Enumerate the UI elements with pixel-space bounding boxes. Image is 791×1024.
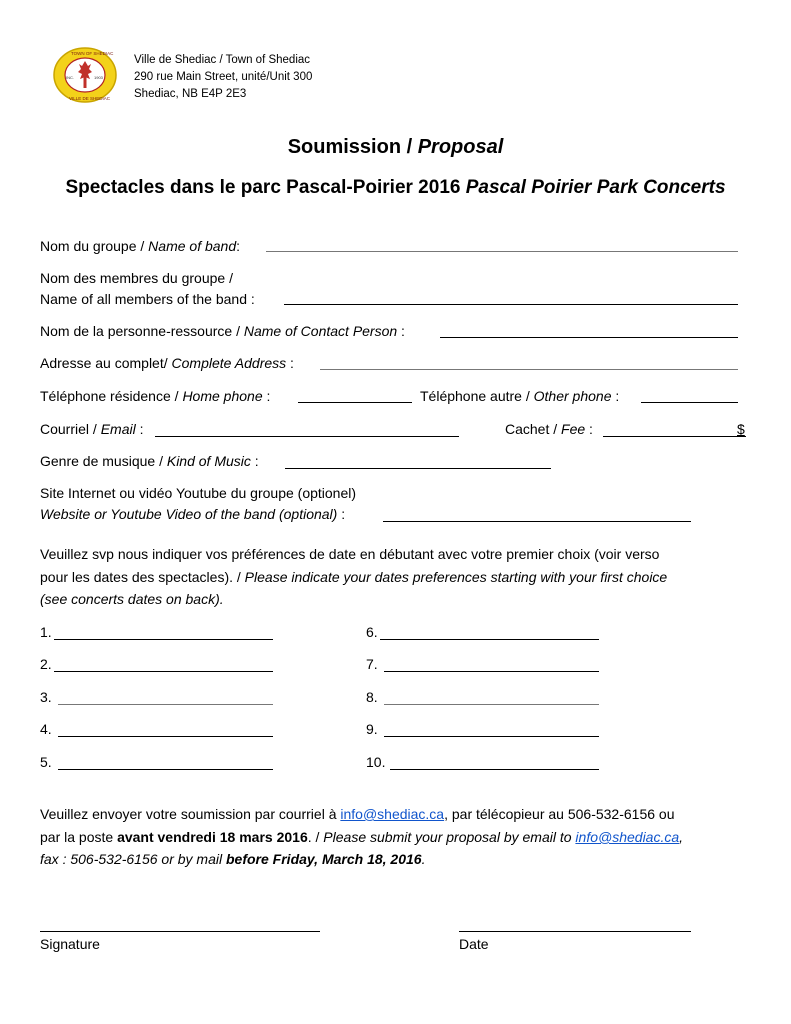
- date-choice-4-field[interactable]: [58, 736, 273, 737]
- title-en: Proposal: [417, 136, 504, 158]
- date-choice-6-field[interactable]: [380, 639, 599, 640]
- website-label-line1: Site Internet ou vidéo Youtube du groupe (optionel): [40, 485, 357, 501]
- date-choice-3-label: 3.: [40, 689, 52, 705]
- submit-instructions-line3: fax : 506-532-6156 or by mail before Friday, March 18, 2016.: [40, 851, 426, 867]
- address-field[interactable]: [320, 369, 738, 370]
- page-subtitle: [0, 177, 791, 199]
- date-field[interactable]: [459, 931, 691, 932]
- date-choice-4-label: 4.: [40, 721, 52, 737]
- date-choice-5-label: 5.: [40, 754, 52, 770]
- shediac-seal-logo: [52, 46, 118, 104]
- email-link-1[interactable]: info@shediac.ca: [340, 806, 445, 822]
- date-choice-2-field[interactable]: [54, 671, 273, 672]
- date-choice-6-label: 6.: [366, 624, 378, 640]
- other-phone-label: Téléphone autre / Other phone :: [420, 388, 620, 404]
- music-genre-label: Genre de musique / Kind of Music :: [40, 453, 259, 469]
- subtitle-en: Pascal Poirier Park Concerts: [465, 177, 726, 198]
- members-field[interactable]: [284, 304, 738, 305]
- contact-person-field[interactable]: [440, 337, 738, 338]
- date-choice-5-field[interactable]: [58, 769, 273, 770]
- header-city-postal: Shediac, NB E4P 2E3: [134, 88, 247, 100]
- fee-label: Cachet / Fee :: [505, 421, 593, 437]
- date-choice-7-label: 7.: [366, 656, 378, 672]
- home-phone-field[interactable]: [298, 402, 412, 403]
- submit-instructions-line1: Veuillez envoyer votre soumission par courriel à info@shediac.ca, par télécopieur au 506-532-6156 ou: [40, 806, 675, 822]
- band-name-label: Nom du groupe / Name of band:: [40, 238, 241, 254]
- subtitle-fr: Spectacles dans le parc Pascal-Poirier 2016: [65, 177, 466, 198]
- date-choice-8-label: 8.: [366, 689, 378, 705]
- svg-text:INC.: INC.: [66, 75, 74, 80]
- date-choice-1-field[interactable]: [54, 639, 273, 640]
- submit-instructions-line2: par la poste avant vendredi 18 mars 2016. / Please submit your proposal by email to info@shediac.ca,: [40, 829, 684, 845]
- date-choice-9-field[interactable]: [384, 736, 599, 737]
- members-label-line2: Name of all members of the band :: [40, 291, 255, 307]
- page-title: [0, 136, 791, 159]
- header-street-address: 290 rue Main Street, unité/Unit 300: [134, 71, 313, 83]
- date-choice-1-label: 1.: [40, 624, 52, 640]
- date-choice-7-field[interactable]: [384, 671, 599, 672]
- dates-intro-line2: pour les dates des spectacles). / Please indicate your dates preferences starting with your first choice: [40, 569, 668, 585]
- svg-text:1903: 1903: [94, 75, 103, 80]
- svg-text:VILLE DE SHEDIAC: VILLE DE SHEDIAC: [69, 96, 111, 101]
- email-link-2[interactable]: info@shediac.ca: [575, 829, 680, 845]
- members-label-line1: Nom des membres du groupe /: [40, 270, 233, 286]
- fee-currency: $: [737, 421, 745, 437]
- header-town-name: Ville de Shediac / Town of Shediac: [134, 54, 311, 66]
- dates-intro-line1: Veuillez svp nous indiquer vos préférences de date en débutant avec votre premier choix (voir verso: [40, 546, 660, 562]
- contact-person-label: Nom de la personne-ressource / Name of Contact Person :: [40, 323, 405, 339]
- home-phone-label: Téléphone résidence / Home phone :: [40, 388, 271, 404]
- date-choice-10-field[interactable]: [390, 769, 599, 770]
- email-field[interactable]: [155, 436, 459, 437]
- dates-intro-line3: (see concerts dates on back).: [40, 591, 224, 607]
- band-name-field[interactable]: [266, 251, 738, 252]
- email-label: Courriel / Email :: [40, 421, 144, 437]
- title-fr: Soumission /: [287, 136, 418, 158]
- address-label: Adresse au complet/ Complete Address :: [40, 355, 294, 371]
- date-choice-3-field[interactable]: [58, 704, 273, 705]
- website-field[interactable]: [383, 521, 691, 522]
- date-label: Date: [459, 936, 489, 952]
- date-choice-10-label: 10.: [366, 754, 386, 770]
- date-choice-8-field[interactable]: [384, 704, 599, 705]
- other-phone-field[interactable]: [641, 402, 738, 403]
- signature-field[interactable]: [40, 931, 320, 932]
- svg-text:TOWN OF SHEDIAC: TOWN OF SHEDIAC: [71, 51, 114, 56]
- music-genre-field[interactable]: [285, 468, 551, 469]
- website-label-line2: Website or Youtube Video of the band (optional) :: [40, 506, 346, 522]
- date-choice-9-label: 9.: [366, 721, 378, 737]
- signature-label: Signature: [40, 936, 100, 952]
- date-choice-2-label: 2.: [40, 656, 52, 672]
- fee-field[interactable]: [603, 436, 746, 437]
